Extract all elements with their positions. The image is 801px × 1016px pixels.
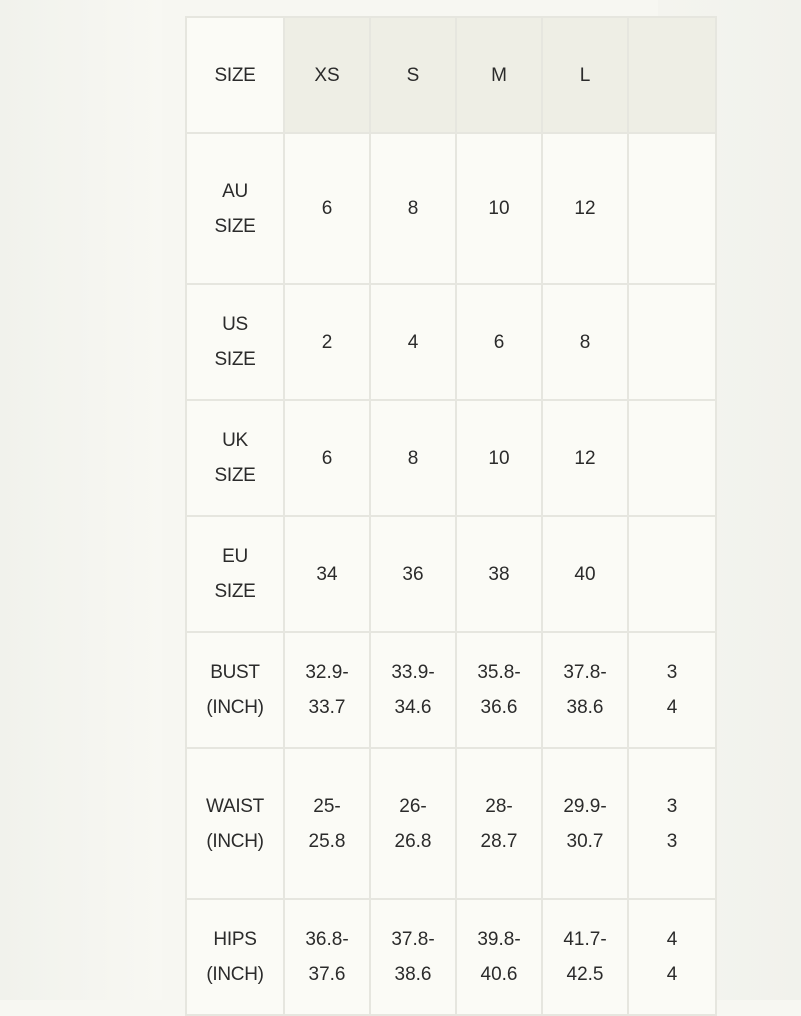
table-cell: 6 <box>284 133 370 284</box>
table-cell <box>628 284 716 400</box>
left-background-panel <box>0 0 162 1000</box>
table-cell: 2 <box>284 284 370 400</box>
table-cell: 33.9- 34.6 <box>370 632 456 748</box>
table-cell: 25- 25.8 <box>284 748 370 899</box>
table-cell: 38 <box>456 516 542 632</box>
table-cell: 36.8- 37.6 <box>284 899 370 1015</box>
table-cell: 39.8- 40.6 <box>456 899 542 1015</box>
table-cell: 28- 28.7 <box>456 748 542 899</box>
size-column-m: M <box>456 17 542 133</box>
size-column-xs: XS <box>284 17 370 133</box>
table-row-bust <box>186 632 716 748</box>
table-cell: 4 <box>370 284 456 400</box>
table-cell: 26- 26.8 <box>370 748 456 899</box>
table-cell: 40 <box>542 516 628 632</box>
table-row-eu-size <box>186 516 716 632</box>
table-cell: 32.9- 33.7 <box>284 632 370 748</box>
table-cell: 10 <box>456 133 542 284</box>
row-label: WAIST (INCH) <box>186 748 284 899</box>
row-label: EU SIZE <box>186 516 284 632</box>
size-column-l: L <box>542 17 628 133</box>
size-header-row <box>186 17 716 133</box>
table-row-waist <box>186 748 716 899</box>
table-row-hips <box>186 899 716 1015</box>
table-cell: 10 <box>456 400 542 516</box>
table-cell: 37.8- 38.6 <box>542 632 628 748</box>
table-cell <box>628 516 716 632</box>
table-cell <box>628 400 716 516</box>
table-cell: 4 4 <box>628 899 716 1015</box>
table-row-uk-size <box>186 400 716 516</box>
table-cell: 41.7- 42.5 <box>542 899 628 1015</box>
table-cell: 12 <box>542 133 628 284</box>
table-cell: 3 4 <box>628 632 716 748</box>
size-chart-table <box>185 16 717 1016</box>
table-cell: 35.8- 36.6 <box>456 632 542 748</box>
row-label: UK SIZE <box>186 400 284 516</box>
table-cell: 12 <box>542 400 628 516</box>
row-label: US SIZE <box>186 284 284 400</box>
size-column-s: S <box>370 17 456 133</box>
row-label: HIPS (INCH) <box>186 899 284 1015</box>
size-column-cut-off <box>628 17 716 133</box>
table-cell: 6 <box>284 400 370 516</box>
row-label: BUST (INCH) <box>186 632 284 748</box>
table-row-us-size <box>186 284 716 400</box>
row-label: AU SIZE <box>186 133 284 284</box>
size-header-cell: SIZE <box>186 17 284 133</box>
table-row-au-size <box>186 133 716 284</box>
table-cell: 8 <box>370 400 456 516</box>
table-cell: 6 <box>456 284 542 400</box>
table-cell: 37.8- 38.6 <box>370 899 456 1015</box>
table-cell: 29.9- 30.7 <box>542 748 628 899</box>
table-cell <box>628 133 716 284</box>
table-cell: 34 <box>284 516 370 632</box>
size-chart-viewport[interactable] <box>185 16 678 1000</box>
table-cell: 8 <box>370 133 456 284</box>
table-cell: 3 3 <box>628 748 716 899</box>
table-cell: 36 <box>370 516 456 632</box>
table-cell: 8 <box>542 284 628 400</box>
